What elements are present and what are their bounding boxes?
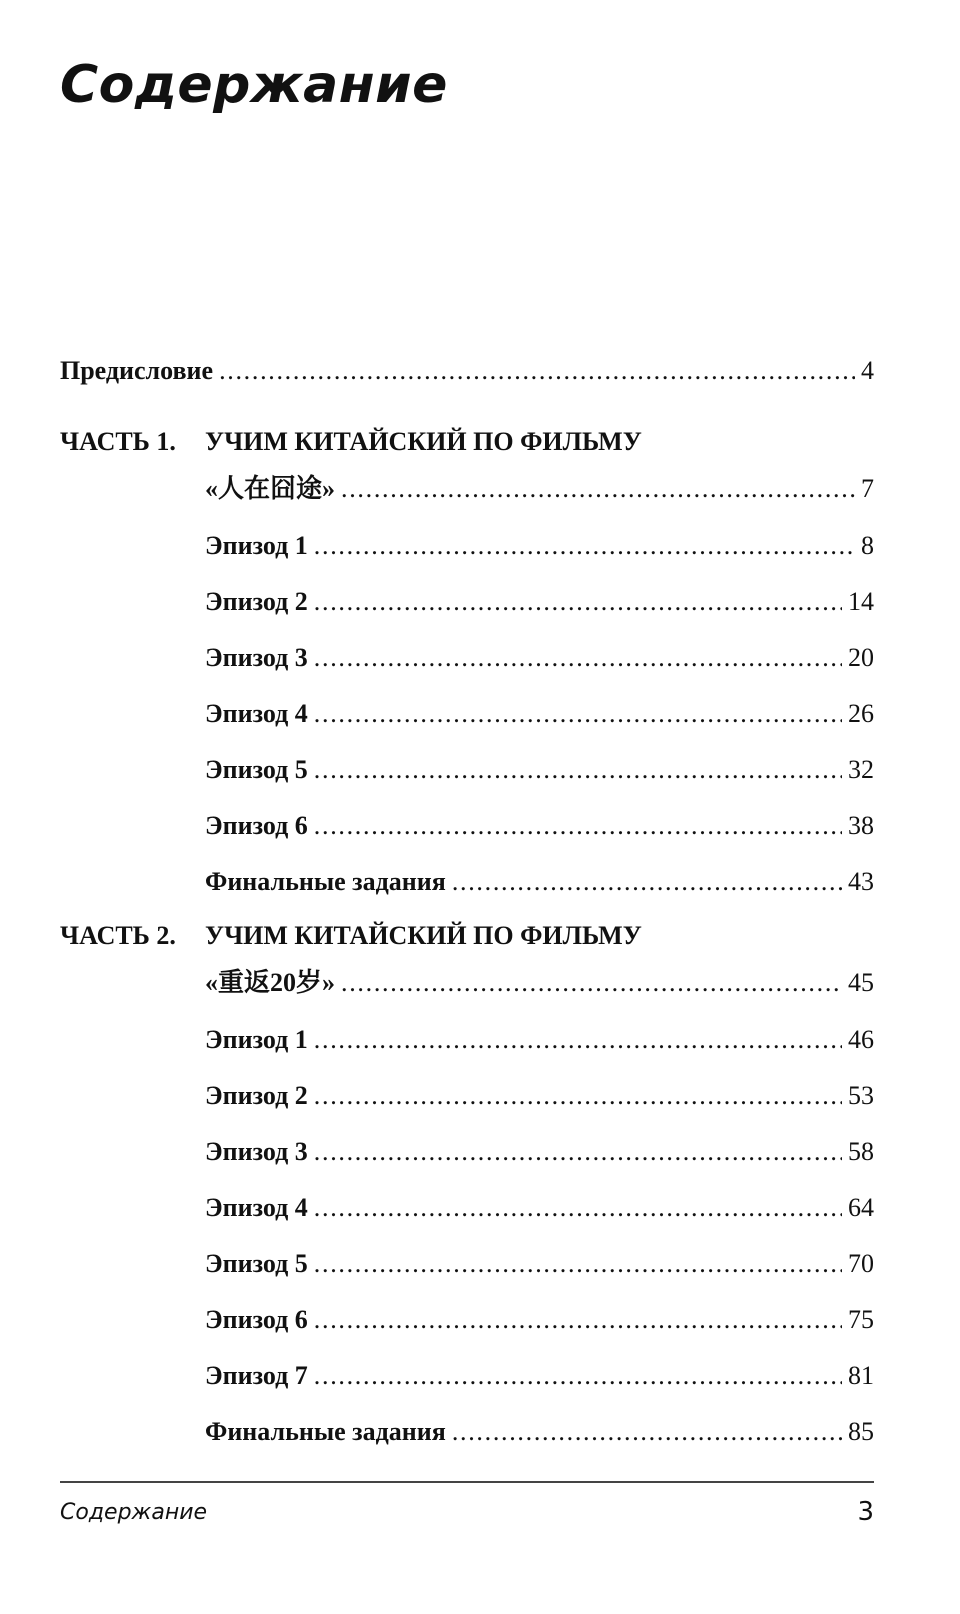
toc-label: Эпизод 5 <box>205 1249 308 1278</box>
toc-label: Эпизод 1 <box>205 1025 308 1054</box>
toc-page: 38 <box>848 811 874 840</box>
toc-entry[interactable] <box>205 1417 874 1451</box>
toc-entry[interactable] <box>205 811 874 845</box>
dot-leader <box>314 1305 842 1335</box>
toc-entry[interactable] <box>205 531 874 565</box>
toc-page: 75 <box>848 1305 874 1334</box>
part-number: ЧАСТЬ 1. <box>60 427 176 456</box>
dot-leader <box>314 699 842 729</box>
toc-label: Эпизод 2 <box>205 587 308 616</box>
part-heading <box>60 921 642 951</box>
toc-entry[interactable] <box>205 699 874 733</box>
toc-label: Предисловие <box>60 356 214 385</box>
page-title: Содержание <box>60 55 448 115</box>
toc-label: Эпизод 1 <box>205 531 308 560</box>
toc-page: 14 <box>848 587 874 616</box>
toc-page: 8 <box>861 531 874 560</box>
toc-label: Эпизод 6 <box>205 1305 308 1334</box>
toc-label: Эпизод 6 <box>205 811 308 840</box>
toc-label: Эпизод 4 <box>205 1193 308 1222</box>
dot-leader <box>314 587 842 617</box>
toc-label: Эпизод 3 <box>205 1137 308 1166</box>
dot-leader <box>314 1193 842 1223</box>
toc-entry[interactable] <box>205 1137 874 1171</box>
toc-entry[interactable] <box>205 1193 874 1227</box>
film-title: «重返20岁» <box>205 968 336 997</box>
toc-label: Финальные задания <box>205 1417 446 1446</box>
dot-leader <box>314 811 842 841</box>
dot-leader <box>314 1025 842 1055</box>
toc-entry-part[interactable] <box>205 962 874 996</box>
dot-leader <box>452 1417 842 1447</box>
toc-page: 46 <box>848 1025 874 1054</box>
toc-label: Финальные задания <box>205 867 446 896</box>
footer-section: Содержание <box>60 1500 208 1525</box>
toc-label: Эпизод 4 <box>205 699 308 728</box>
toc-entry-preface[interactable] <box>60 356 874 390</box>
footer-divider <box>60 1481 874 1483</box>
toc-page: 85 <box>848 1417 874 1446</box>
dot-leader <box>341 968 842 998</box>
toc-entry[interactable] <box>205 1361 874 1395</box>
toc-entry[interactable] <box>205 587 874 621</box>
film-title: «人在囧途» <box>205 474 336 503</box>
dot-leader <box>314 1137 842 1167</box>
toc-page: 81 <box>848 1361 874 1390</box>
toc-entry[interactable] <box>205 643 874 677</box>
dot-leader <box>219 356 855 386</box>
dot-leader <box>452 867 842 897</box>
toc-entry[interactable] <box>205 1081 874 1115</box>
footer-page-number: 3 <box>857 1497 874 1527</box>
toc-page: 64 <box>848 1193 874 1222</box>
toc-entry[interactable] <box>205 1025 874 1059</box>
dot-leader <box>341 474 855 504</box>
dot-leader <box>314 1081 842 1111</box>
toc-label: Эпизод 3 <box>205 643 308 672</box>
dot-leader <box>314 1249 842 1279</box>
toc-page: 45 <box>848 968 874 997</box>
toc-entry[interactable] <box>205 1305 874 1339</box>
toc-entry[interactable] <box>205 755 874 789</box>
toc-label: Эпизод 7 <box>205 1361 308 1390</box>
toc-page: 43 <box>848 867 874 896</box>
toc-label: Эпизод 5 <box>205 755 308 784</box>
toc-page: 32 <box>848 755 874 784</box>
dot-leader <box>314 755 842 785</box>
toc-page: 26 <box>848 699 874 728</box>
part-title: УЧИМ КИТАЙСКИЙ ПО ФИЛЬМУ <box>205 921 642 950</box>
dot-leader <box>314 531 855 561</box>
toc-entry[interactable] <box>205 867 874 901</box>
toc-page: 58 <box>848 1137 874 1166</box>
part-heading <box>60 427 642 457</box>
toc-label: Эпизод 2 <box>205 1081 308 1110</box>
toc-page: 7 <box>861 474 874 503</box>
toc-entry[interactable] <box>205 1249 874 1283</box>
dot-leader <box>314 643 842 673</box>
toc-page: 70 <box>848 1249 874 1278</box>
part-title: УЧИМ КИТАЙСКИЙ ПО ФИЛЬМУ <box>205 427 642 456</box>
toc-entry-part[interactable] <box>205 468 874 502</box>
dot-leader <box>314 1361 842 1391</box>
toc-page: 20 <box>848 643 874 672</box>
toc-page: 4 <box>861 356 874 385</box>
toc-page: 53 <box>848 1081 874 1110</box>
part-number: ЧАСТЬ 2. <box>60 921 176 950</box>
